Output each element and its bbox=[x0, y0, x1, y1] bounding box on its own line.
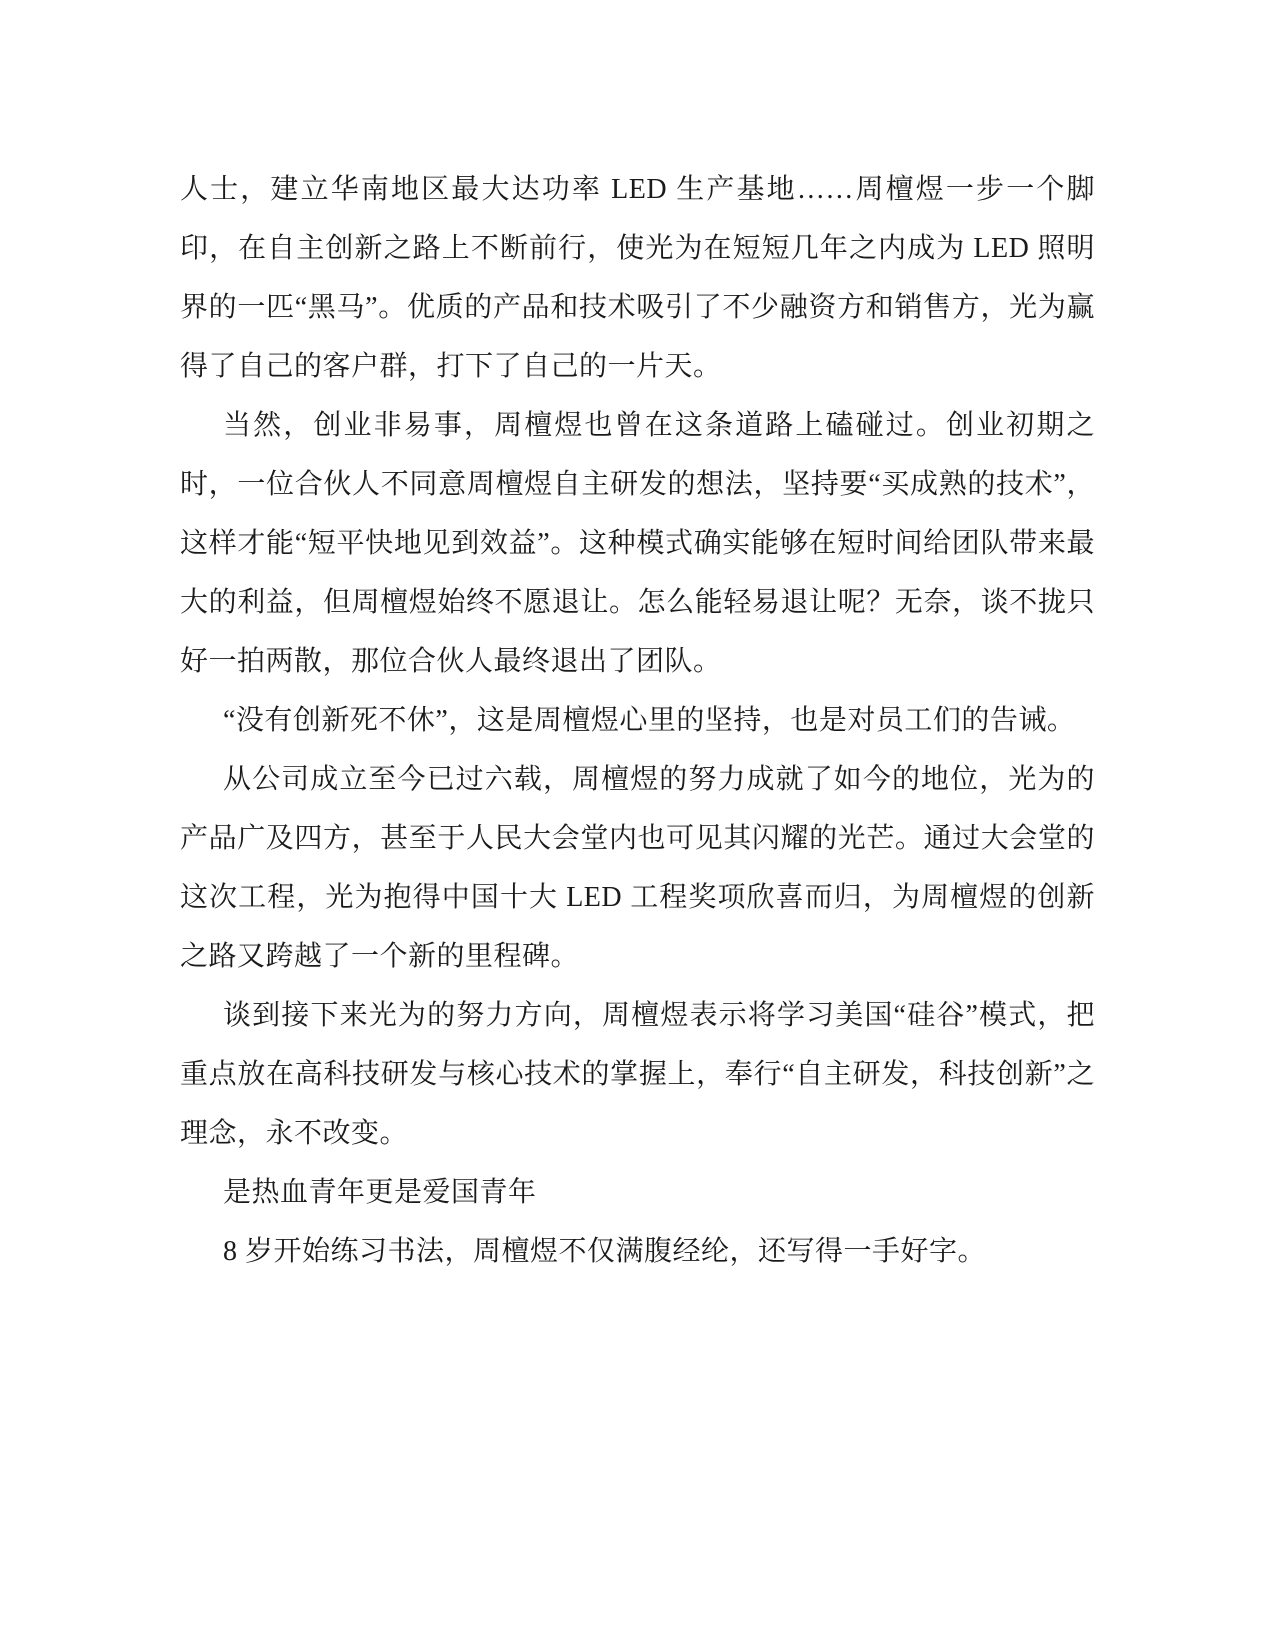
paragraph: 人士，建立华南地区最大达功率 LED 生产基地……周檀煜一步一个脚印，在自主创新之路上不断前行，使光为在短短几年之内成为 LED 照明界的一匹“黑马”。优质的产品和技术吸引了不少融资方和销售方，光为赢得了自己的客户群，打下了自己的一片天。 bbox=[180, 174, 1095, 382]
paragraph: 谈到接下来光为的努力方向，周檀煜表示将学习美国“硅谷”模式，把重点放在高科技研发与核心技术的掌握上，奉行“自主研发，科技创新”之理念，永不改变。 bbox=[180, 1000, 1095, 1149]
paragraph: 从公司成立至今已过六载，周檀煜的努力成就了如今的地位，光为的产品广及四方，甚至于人民大会堂内也可见其闪耀的光芒。通过大会堂的这次工程，光为抱得中国十大 LED 工程奖项欣喜而归，为周檀煜的创新之路又跨越了一个新的里程碑。 bbox=[180, 764, 1095, 972]
paragraph-subheading: 是热血青年更是爱国青年 bbox=[223, 1177, 537, 1208]
paragraph: 当然，创业非易事，周檀煜也曾在这条道路上磕碰过。创业初期之时，一位合伙人不同意周檀煜自主研发的想法，坚持要“买成熟的技术”，这样才能“短平快地见到效益”。这种模式确实能够在短时间给团队带来最大的利益，但周檀煜始终不愿退让。怎么能轻易退让呢？无奈，谈不拢只好一拍两散，那位合伙人最终退出了团队。 bbox=[180, 410, 1095, 677]
paragraph: 8 岁开始练习书法，周檀煜不仅满腹经纶，还写得一手好字。 bbox=[223, 1236, 987, 1267]
paragraph: “没有创新死不休”，这是周檀煜心里的坚持，也是对员工们的告诫。 bbox=[223, 705, 1076, 736]
